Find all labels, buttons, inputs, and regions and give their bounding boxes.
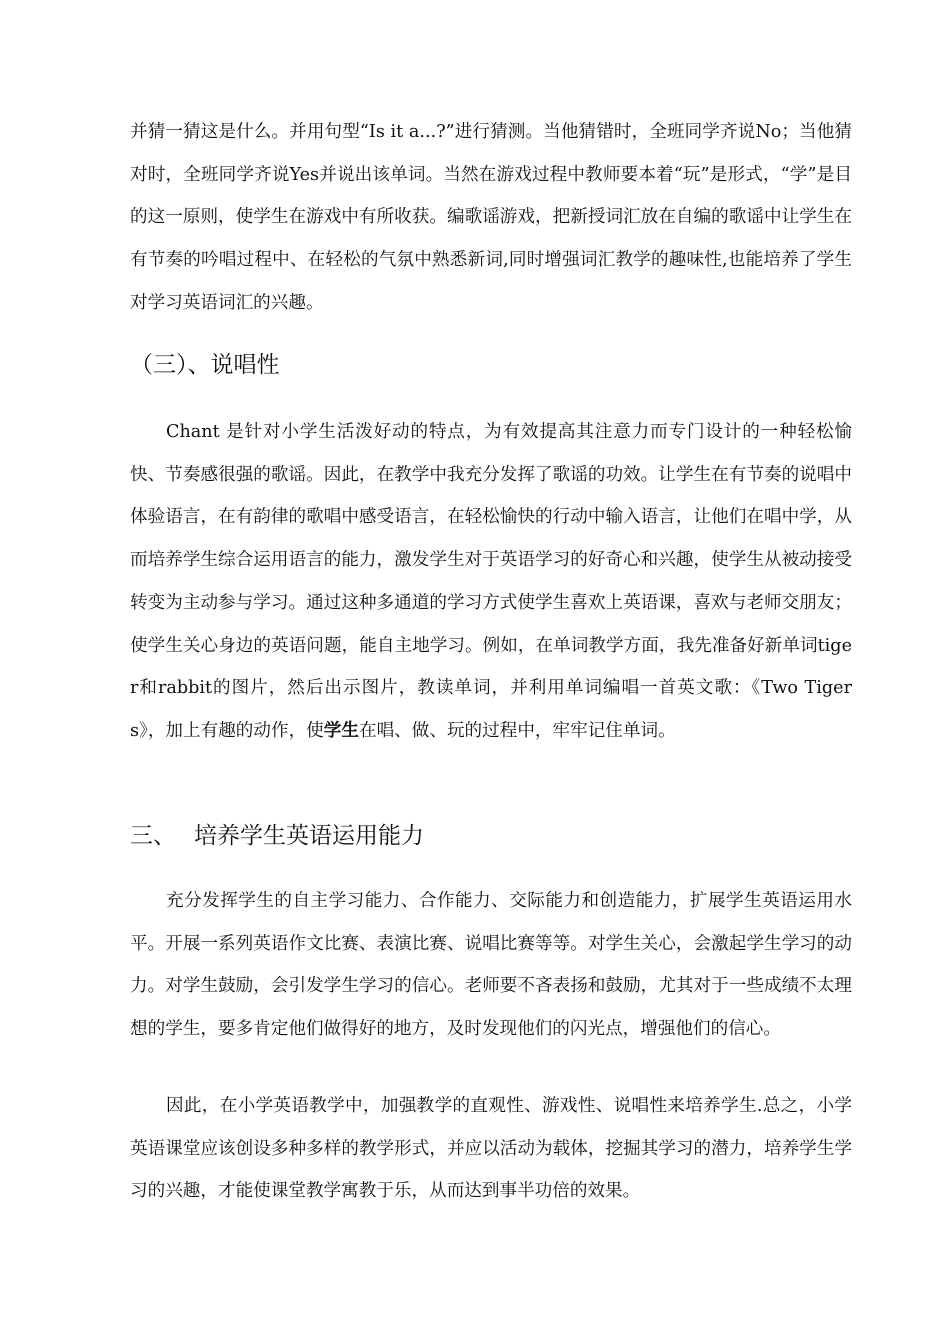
- paragraph-chant: [130, 411, 852, 753]
- paragraph-chant-text-2: 在唱、做、玩的过程中，牢牢记住单词。: [358, 720, 676, 741]
- section-number: 三、: [130, 823, 176, 849]
- paragraph-game-guessing: 并猜一猜这是什么。并用句型“Is it a...?”进行猜测。当他猜错时，全班同学齐说No；当他猜对时，全班同学齐说Yes并说出该单词。当然在游戏过程中教师要本着“玩”是形式，“学”是目的这一原则，使学生在游戏中有所收获。编歌谣游戏，把新授词汇放在自编的歌谣中让学生在有节奏的吟唱过程中、在轻松的气氛中熟悉新词,同时增强词汇教学的趣味性,也能培养了学生对学习英语词汇的兴趣。: [130, 122, 852, 313]
- paragraph-abilities: 充分发挥学生的自主学习能力、合作能力、交际能力和创造能力，扩展学生英语运用水平。开展一系列英语作文比赛、表演比赛、说唱比赛等等。对学生关心，会激起学生学习的动力。对学生鼓励，会引发学生学习的信心。老师要不吝表扬和鼓励，尤其对于一些成绩不太理想的学生，要多肯定他们做得好的地方，及时发现他们的闪光点，增强他们的信心。: [130, 891, 852, 1040]
- section-heading-application: [130, 821, 424, 851]
- paragraph-chant-bold-word: 学生: [323, 719, 359, 741]
- subsection-heading-chant: （三）、说唱性: [130, 352, 280, 378]
- paragraph-conclusion: 因此，在小学英语教学中，加强教学的直观性、游戏性、说唱性来培养学生.总之，小学英语课堂应该创设多种多样的教学形式，并应以活动为载体，挖掘其学习的潜力，培养学生学习的兴趣，才能使课堂教学寓教于乐，从而达到事半功倍的效果。: [130, 1096, 852, 1202]
- section-title: 培养学生英语运用能力: [194, 823, 424, 849]
- paragraph-chant-text-1: Chant 是针对小学生活泼好动的特点，为有效提高其注意力而专门设计的一种轻松愉快、节奏感很强的歌谣。因此，在教学中我充分发挥了歌谣的功效。让学生在有节奏的说唱中体验语言，在有韵律的歌唱中感受语言，在轻松愉快的行动中输入语言，让他们在唱中学，从而培养学生综合运用语言的能力，激发学生对于英语学习的好奇心和兴趣，使学生从被动接受转变为主动参与学习。通过这种多通道的学习方式使学生喜欢上英语课，喜欢与老师交朋友；使学生关心身边的英语问题，能自主地学习。例如，在单词教学方面，我先准备好新单词tiger和rabbit的图片，然后出示图片，教读单词，并利用单词编唱一首英文歌：《Two Tigers》，加上有趣的动作，使: [130, 422, 852, 741]
